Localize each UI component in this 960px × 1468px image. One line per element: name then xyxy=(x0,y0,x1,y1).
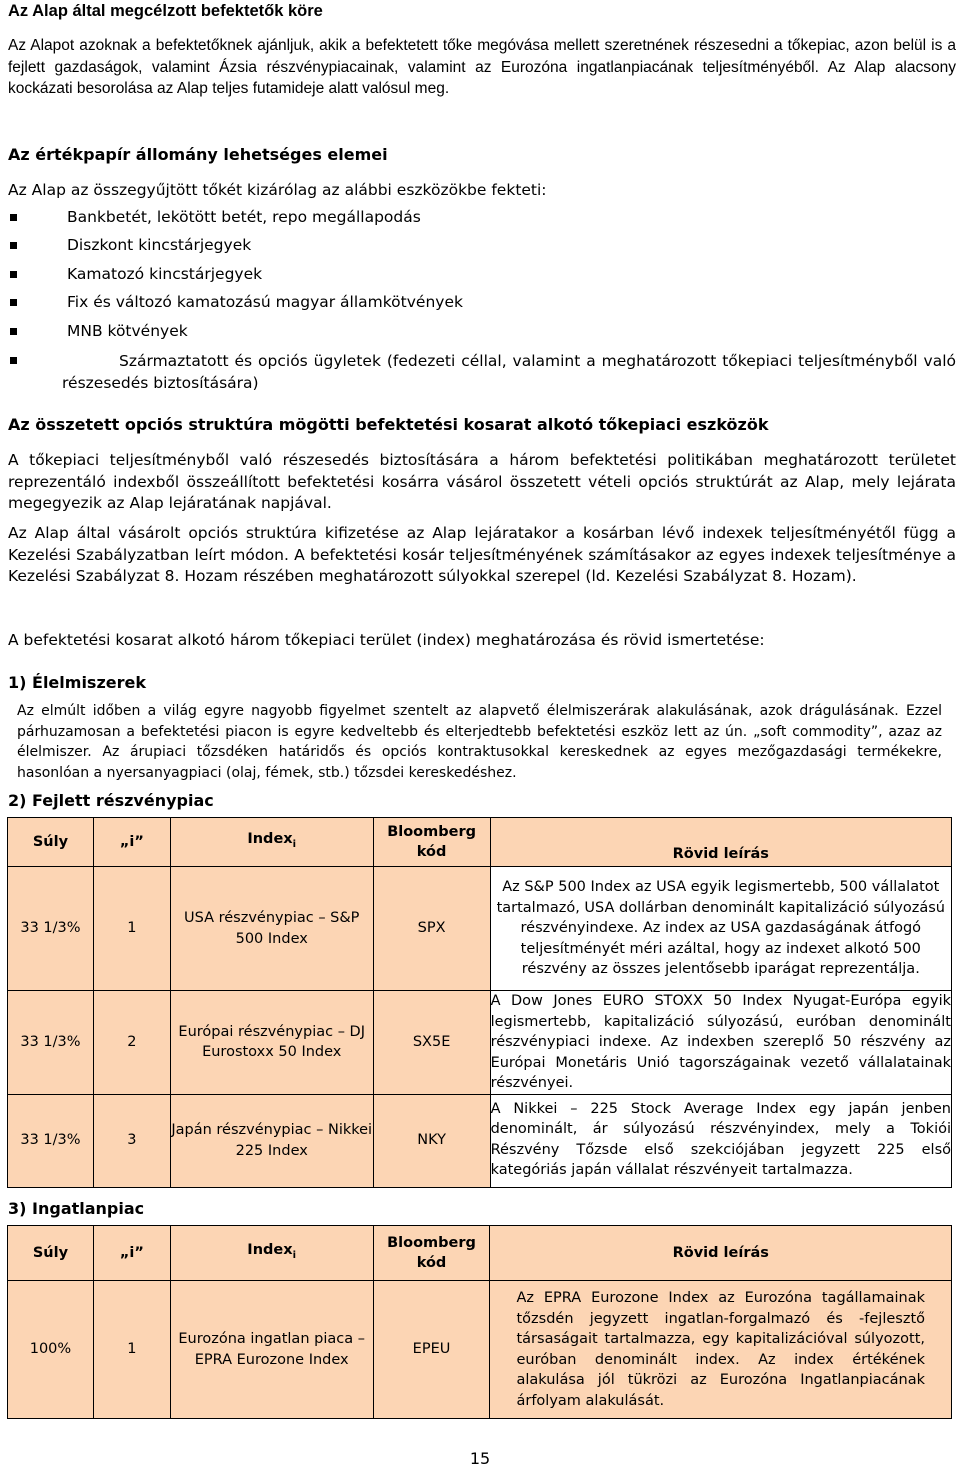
table-row: 100% 1 Eurozóna ingatlan piaca – EPRA Eurozone Index EPEU Az EPRA Eurozone Index az Eurozóna tagállamainak tőzsdén jegyzett ingatlan-forgalmazó és -fejlesztő társaságait tartalmazza, egy kapitalizációval súlyozott, euróban denominált index. Az index értékének alakulása jól tükrözi az Eurozóna Ingatlanpiacának árfolyam alakulását. xyxy=(8,1281,952,1419)
section-heading-food: 1) Élelmiszerek xyxy=(8,673,146,692)
food-paragraph: Az elmúlt időben a világ egyre nagyobb figyelmet szentelt az alapvető élelmiszerárak alakulásának, azok drágulásának. Ezzel párhuzamosan a befektetési piacon is egyre kedveltebb és elterjedtebb befektetési eszköz lett az ún. „soft commodity”, azaz az élelmiszer. Az árupiaci tőzsdéken határidős és opciós kontraktusokkal kereskednek az egyes mezőgazdasági termékekre, hasonlóan a nyersanyagpiaci (olaj, fémek, stb.) tőzsdei kereskedéshez. xyxy=(17,703,942,781)
header-description: Rövid leírás xyxy=(490,1226,952,1281)
section-heading-developed-equity: 2) Fejlett részvénypiac xyxy=(8,791,214,810)
table-header-row xyxy=(8,818,952,867)
basket-paragraph-3: A befektetési kosarat alkotó három tőkepiaci terület (index) meghatározása és rövid ismertetése: xyxy=(8,631,765,649)
square-bullet-icon xyxy=(10,271,17,278)
equity-index-table xyxy=(7,817,952,1188)
table-row: 33 1/3% 2 Európai részvénypiac – DJ Eurostoxx 50 Index SX5E A Dow Jones EURO STOXX 50 Index Nyugat-Európa egyik legismertebb, kapitalizáció súlyozású, euróban denominált részvénypiaci indexe. Az indexben szereplő 50 részvény az Európai Monetáris Unió tagországainak vezető vállalatainak részvényei. xyxy=(8,991,952,1095)
real-estate-index-table xyxy=(7,1225,952,1419)
basket-paragraph-1: A tőkepiaci teljesítményből való részesedés biztosítására a három befektetési politikában meghatározott területet reprezentáló indexből összeállított befektetési kosárra vásárol összetett vételi opciós struktúrát az Alap, mely lejárata megegyezik az Alap lejáratának napjával. xyxy=(8,451,956,512)
portfolio-intro: Az Alap az összegyűjtött tőkét kizárólag az alábbi eszközökbe fekteti: xyxy=(8,181,547,199)
section-heading-real-estate: 3) Ingatlanpiac xyxy=(8,1199,150,1218)
list-item: MNB kötvények xyxy=(10,321,950,342)
section-heading-option-basket: Az összetett opciós struktúra mögötti befektetési kosarat alkotó tőkepiaci eszközök xyxy=(8,415,769,434)
header-weight: Súly xyxy=(8,1226,94,1281)
section-heading-target-investors: Az Alap által megcélzott befektetők köre xyxy=(8,2,323,20)
header-weight: Súly xyxy=(8,818,94,867)
header-i: „i” xyxy=(93,818,170,867)
header-index: Index$_i$ xyxy=(170,818,373,867)
table-header-row xyxy=(8,1226,952,1281)
list-item: Származtatott és opciós ügyletek (fedezeti céllal, valamint a meghatározott tőkepiaci teljesítményből való részesedés biztosítására) xyxy=(10,350,956,394)
header-i: „i” xyxy=(93,1226,170,1281)
list-item: Kamatozó kincstárjegyek xyxy=(10,264,950,285)
page-number: 15 xyxy=(469,1449,491,1468)
section-heading-portfolio-elements: Az értékpapír állomány lehetséges elemei xyxy=(8,145,388,164)
list-item: Diszkont kincstárjegyek xyxy=(10,235,950,256)
header-index: Index$_i$ xyxy=(170,1226,373,1281)
header-description: Rövid leírás xyxy=(490,818,951,867)
header-bloomberg-code: Bloomberg kód xyxy=(373,818,490,867)
square-bullet-icon xyxy=(10,242,17,249)
table-row: 33 1/3% 1 USA részvénypiac – S&P 500 Index SPX Az S&P 500 Index az USA egyik legismertebb, 500 vállalatot tartalmazó, USA dollárban denominált kapitalizáció súlyozású részvényindexe. Az index az USA gazdaságának átfogó teljesítményét méri azáltal, hogy az indexet alkotó 500 részvény az összes jelentősebb iparágat reprezentálja. xyxy=(8,867,952,991)
table-row: 33 1/3% 3 Japán részvénypiac – Nikkei 225 Index NKY A Nikkei – 225 Stock Average Index egy japán jenben denominált, ár súlyozású részvényindex, mely a Tokiói Részvény Tőzsde első szekciójában jegyzett 225 első kategóriás japán vállalat részvényeit tartalmazza. xyxy=(8,1094,952,1187)
target-investors-paragraph: Az Alapot azoknak a befektetőknek ajánljuk, akik a befektetett tőke megóvása mellett szeretnének részesedni a tőkepiac, azon belül is a fejlett gazdaságok, valamint Ázsia részvénypiacainak, valamint az Eurozóna ingatlanpiacának teljesítményéből. Az Alap alacsony kockázati besorolása az Alap teljes futamideje alatt valósul meg. xyxy=(8,37,956,97)
basket-paragraph-2: Az Alap által vásárolt opciós struktúra kifizetése az Alap lejáratakor a kosárban lévő indexek teljesítményétől függ a Kezelési Szabályzatban leírt módon. A befektetési kosár teljesítményének számításakor az egyes indexek teljesítménye a Kezelési Szabályzat 8. Hozam részében meghatározott súlyokkal szerepel (ld. Kezelési Szabályzat 8. Hozam). xyxy=(8,524,956,585)
list-item: Bankbetét, lekötött betét, repo megállapodás xyxy=(10,207,950,228)
square-bullet-icon xyxy=(10,214,17,221)
header-bloomberg-code: Bloomberg kód xyxy=(373,1226,490,1281)
square-bullet-icon xyxy=(10,299,17,306)
list-item: Fix és változó kamatozású magyar államkötvények xyxy=(10,292,950,313)
square-bullet-icon xyxy=(10,328,17,335)
